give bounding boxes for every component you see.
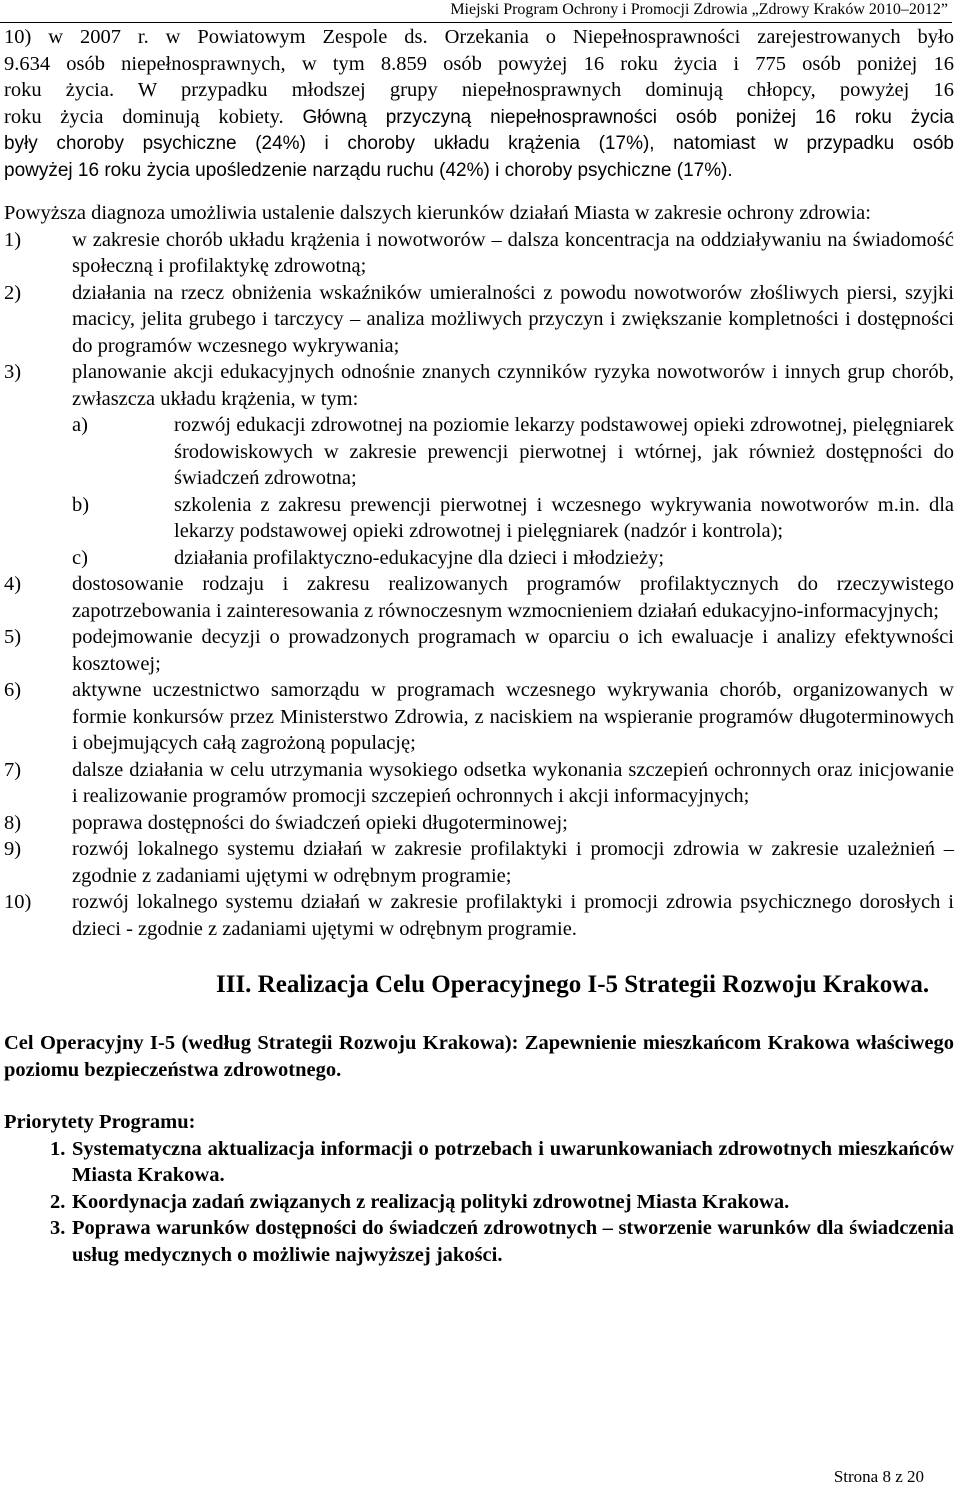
- priorities-label: Priorytety Programu:: [4, 1111, 196, 1133]
- intro-line: powyżej 16 roku życia upośledzenie narządu ruchu (42%) i choroby psychiczne (17%).: [4, 159, 733, 181]
- page-number: Strona 8 z 20: [833, 1467, 924, 1486]
- list-item-text: aktywne uczestnictwo samorządu w programach wczesnego wykrywania chorób, organizowanych w formie konkursów przez Ministerstwo Zdrowia, z naciskiem na wspieranie programów długoterminowych i obejmujących całą zagrożoną populację;: [72, 679, 954, 754]
- list-item-number: 10): [4, 891, 32, 913]
- page-body: [4, 24, 954, 1268]
- sub-list-item: [72, 492, 954, 545]
- list-item: [4, 757, 954, 810]
- list-item-number: 5): [4, 626, 22, 648]
- priority-text: Systematyczna aktualizacja informacji o potrzebach i uwarunkowaniach zdrowotnych mieszkańców Miasta Krakowa.: [72, 1137, 954, 1186]
- intro-paragraph: [4, 24, 954, 184]
- priority-text: Poprawa warunków dostępności do świadczeń zdrowotnych – stworzenie warunków dla świadczenia usług medycznych o możliwie najwyższej jakości.: [72, 1217, 954, 1266]
- priority-item: [4, 1215, 954, 1268]
- list-item-number: 3): [4, 361, 22, 383]
- intro-line: były choroby psychiczne (24%) i choroby układu krążenia (17%), natomiast w przypadku osób: [4, 133, 954, 154]
- section-heading: III. Realizacja Celu Operacyjnego I-5 Strategii Rozwoju Krakowa.: [216, 971, 930, 998]
- list-item-text: w zakresie chorób układu krążenia i nowotworów – dalsza koncentracja na oddziaływaniu na świadomość społeczną i profilaktykę zdrowotną;: [72, 228, 954, 277]
- list-item-text: rozwój lokalnego systemu działań w zakresie profilaktyki i promocji zdrowia psychicznego dorosłych i dzieci - zgodnie z zadaniami ujętymi w odrębnym programie.: [72, 891, 954, 940]
- intro-line: roku życia. W przypadku młodszej grupy niepełnosprawnych dominują chłopcy, powyżej 16: [4, 79, 954, 101]
- intro-line: 10) w 2007 r. w Powiatowym Zespole ds. Orzekania o Niepełnosprawności zarejestrowanych było: [4, 26, 954, 48]
- list-item-text: dalsze działania w celu utrzymania wysokiego odsetka wykonania szczepień ochronnych oraz inicjowanie i realizowanie programów promocji szczepień ochronnych i akcji informacyjnych;: [72, 758, 954, 807]
- list-item: [4, 810, 954, 837]
- list-item-number: 8): [4, 811, 22, 834]
- sub-list-item: [72, 412, 954, 492]
- list-item: [4, 624, 954, 677]
- priorities-list: [4, 1136, 954, 1269]
- list-item-text: podejmowanie decyzji o prowadzonych programach w oparciu o ich ewaluacje i analizy efektywności kosztowej;: [72, 626, 954, 675]
- list-item-text: rozwój lokalnego systemu działań w zakresie profilaktyki i promocji zdrowia w zakresie uzależnień – zgodnie z zadaniami ujętymi w odrębnym programie;: [72, 838, 954, 887]
- list-item-number: 1): [4, 228, 22, 251]
- intro-line: [4, 104, 954, 132]
- diagnosis-lead: Powyższa diagnoza umożliwia ustalenie dalszych kierunków działań Miasta w zakresie ochrony zdrowia:: [4, 202, 871, 224]
- list-item: [4, 280, 954, 360]
- sub-list-letter: c): [72, 546, 88, 569]
- list-item: [4, 359, 954, 412]
- list-item-number: 2): [4, 281, 22, 304]
- intro-line: 9.634 osób niepełnosprawnych, w tym 8.859 osób powyżej 16 roku życia i 775 osób poniżej 16: [4, 52, 954, 75]
- list-item-number: 7): [4, 758, 22, 781]
- priority-item: [4, 1189, 954, 1216]
- sub-list-text: działania profilaktyczno-edukacyjne dla dzieci i młodzieży;: [174, 546, 665, 569]
- priority-item: [4, 1136, 954, 1189]
- list-item-number: 6): [4, 679, 22, 701]
- list-item: [4, 677, 954, 757]
- list-item: [4, 836, 954, 889]
- page-header: [0, 0, 952, 23]
- list-item-text: dostosowanie rodzaju i zakresu realizowanych programów profilaktycznych do rzeczywistego zapotrzebowania i zainteresowania z równoczesnym wzmocnieniem działań edukacyjno-informacyjnych;: [72, 573, 954, 622]
- list-item-number: 4): [4, 573, 22, 595]
- sub-list-text: szkolenia z zakresu prewencji pierwotnej i wczesnego wykrywania nowotworów m.in. dla lekarzy podstawowej opieki zdrowotnej i pielęgniarek (nadzór i kontrola);: [174, 493, 954, 542]
- sub-list-item: [72, 545, 954, 572]
- intro-line-part: Główną przyczyną niepełnosprawności osób poniżej 16 roku życia: [283, 106, 954, 128]
- sub-list-text: rozwój edukacji zdrowotnej na poziomie lekarzy podstawowej opieki zdrowotnej, pielęgniarek środowiskowych w zakresie prewencji pierwotnej i wtórnej, jak również dostępności do świadczeń zdrowotna;: [174, 414, 954, 489]
- priority-number: 1.: [50, 1137, 66, 1160]
- list-item: [4, 227, 954, 280]
- priority-number: 3.: [50, 1217, 66, 1239]
- list-item: [4, 571, 954, 624]
- operational-goal: Cel Operacyjny I-5 (według Strategii Rozwoju Krakowa): Zapewnienie mieszkańcom Krakowa właściwego poziomu bezpieczeństwa zdrowotnego.: [4, 1032, 954, 1081]
- diagnosis-list: [4, 227, 954, 943]
- header-title: Miejski Program Ochrony i Promocji Zdrowia „Zdrowy Kraków 2010–2012”: [450, 1, 948, 18]
- list-item: [4, 889, 954, 942]
- priority-number: 2.: [50, 1190, 66, 1213]
- sub-list-letter: b): [72, 493, 90, 516]
- list-item-number: 9): [4, 838, 22, 860]
- list-item-text: działania na rzecz obniżenia wskaźników umieralności z powodu nowotworów złośliwych piersi, szyjki macicy, jelita grubego i tarczycy – analiza możliwych przyczyn i zwiększanie kompletności i dostępności do programów wczesnego wykrywania;: [72, 281, 954, 357]
- list-item-text: poprawa dostępności do świadczeń opieki długoterminowej;: [72, 811, 568, 834]
- sub-list-letter: a): [72, 414, 88, 436]
- intro-line-part: roku życia dominują kobiety.: [4, 105, 284, 128]
- priority-text: Koordynacja zadań związanych z realizacją polityki zdrowotnej Miasta Krakowa.: [72, 1190, 790, 1213]
- list-item-text: planowanie akcji edukacyjnych odnośnie znanych czynników ryzyka nowotworów i innych grup chorób, zwłaszcza układu krążenia, w tym:: [72, 361, 954, 410]
